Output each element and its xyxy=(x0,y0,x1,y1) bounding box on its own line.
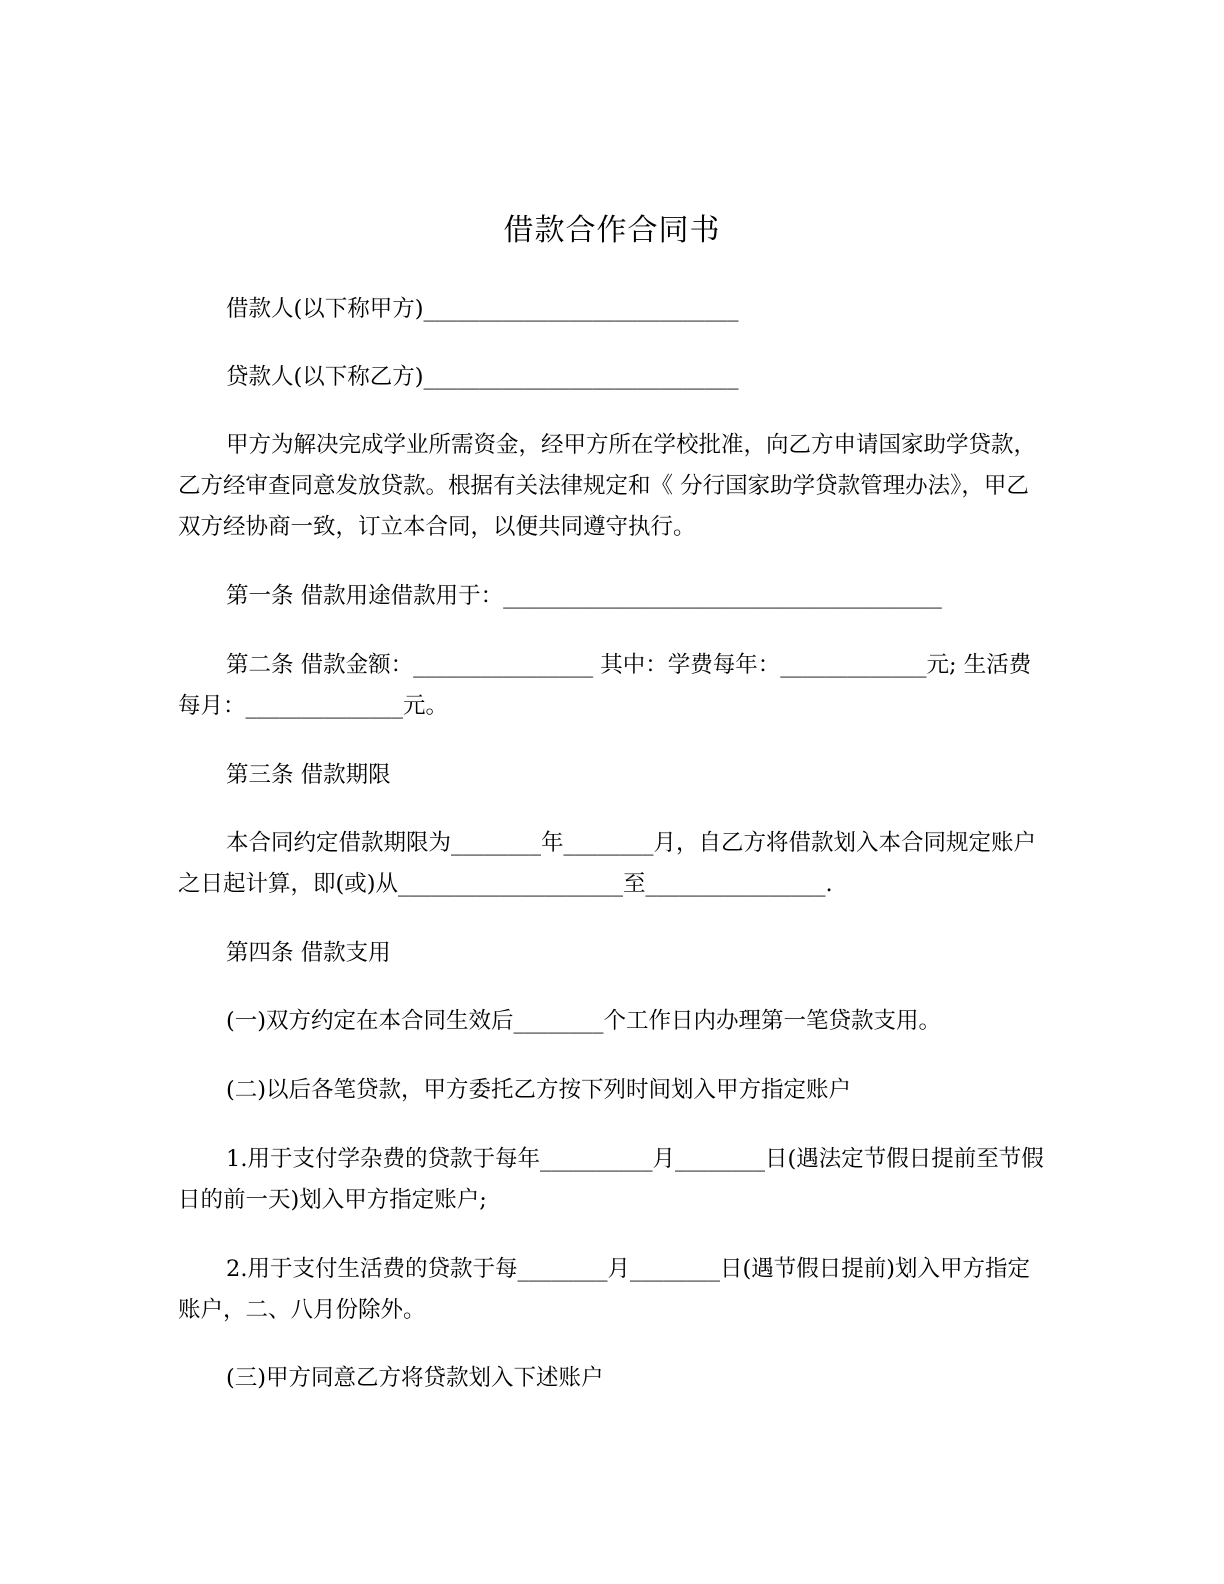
article-2-amount: 第二条 借款金额：________________ 其中：学费每年：_____________元; 生活费每月：______________元。 xyxy=(178,652,1032,719)
lender-line: 贷款人(以下称乙方)____________________________ xyxy=(226,364,739,390)
borrower-line: 借款人(以下称甲方)____________________________ xyxy=(226,296,739,322)
article-4-clause-1: (一)双方约定在本合同生效后________个工作日内办理第一笔贷款支用。 xyxy=(226,1008,942,1034)
document-title: 借款合作合同书 xyxy=(503,213,721,248)
article-4-clause-3: (三)甲方同意乙方将贷款划入下述账户 xyxy=(226,1365,604,1391)
article-4-heading: 第四条 借款支用 xyxy=(226,940,391,966)
article-4-clause-2-item-1: 1.用于支付学杂费的贷款于每年__________月________日(遇法定节假日提前至节假日的前一天)划入甲方指定账户; xyxy=(178,1146,1044,1213)
article-4-clause-2-item-2: 2.用于支付生活费的贷款于每________月________日(遇节假日提前)划入甲方指定账户，二、八月份除外。 xyxy=(178,1256,1031,1323)
article-4-clause-2: (二)以后各笔贷款，甲方委托乙方按下列时间划入甲方指定账户 xyxy=(226,1077,852,1103)
article-3-heading: 第三条 借款期限 xyxy=(226,762,391,788)
article-1-purpose: 第一条 借款用途借款用于：_______________________________________ xyxy=(226,583,942,609)
preamble-paragraph: 甲方为解决完成学业所需资金，经甲方所在学校批准，向乙方申请国家助学贷款，乙方经审查同意发放贷款。根据有关法律规定和《 分行国家助学贷款管理办法》，甲乙双方经协商一致，订立本合同，以便共同遵守执行。 xyxy=(178,432,1037,540)
article-3-term-body: 本合同约定借款期限为________年________月，自乙方将借款划入本合同规定账户之日起计算，即(或)从____________________至________________. xyxy=(178,830,1037,897)
